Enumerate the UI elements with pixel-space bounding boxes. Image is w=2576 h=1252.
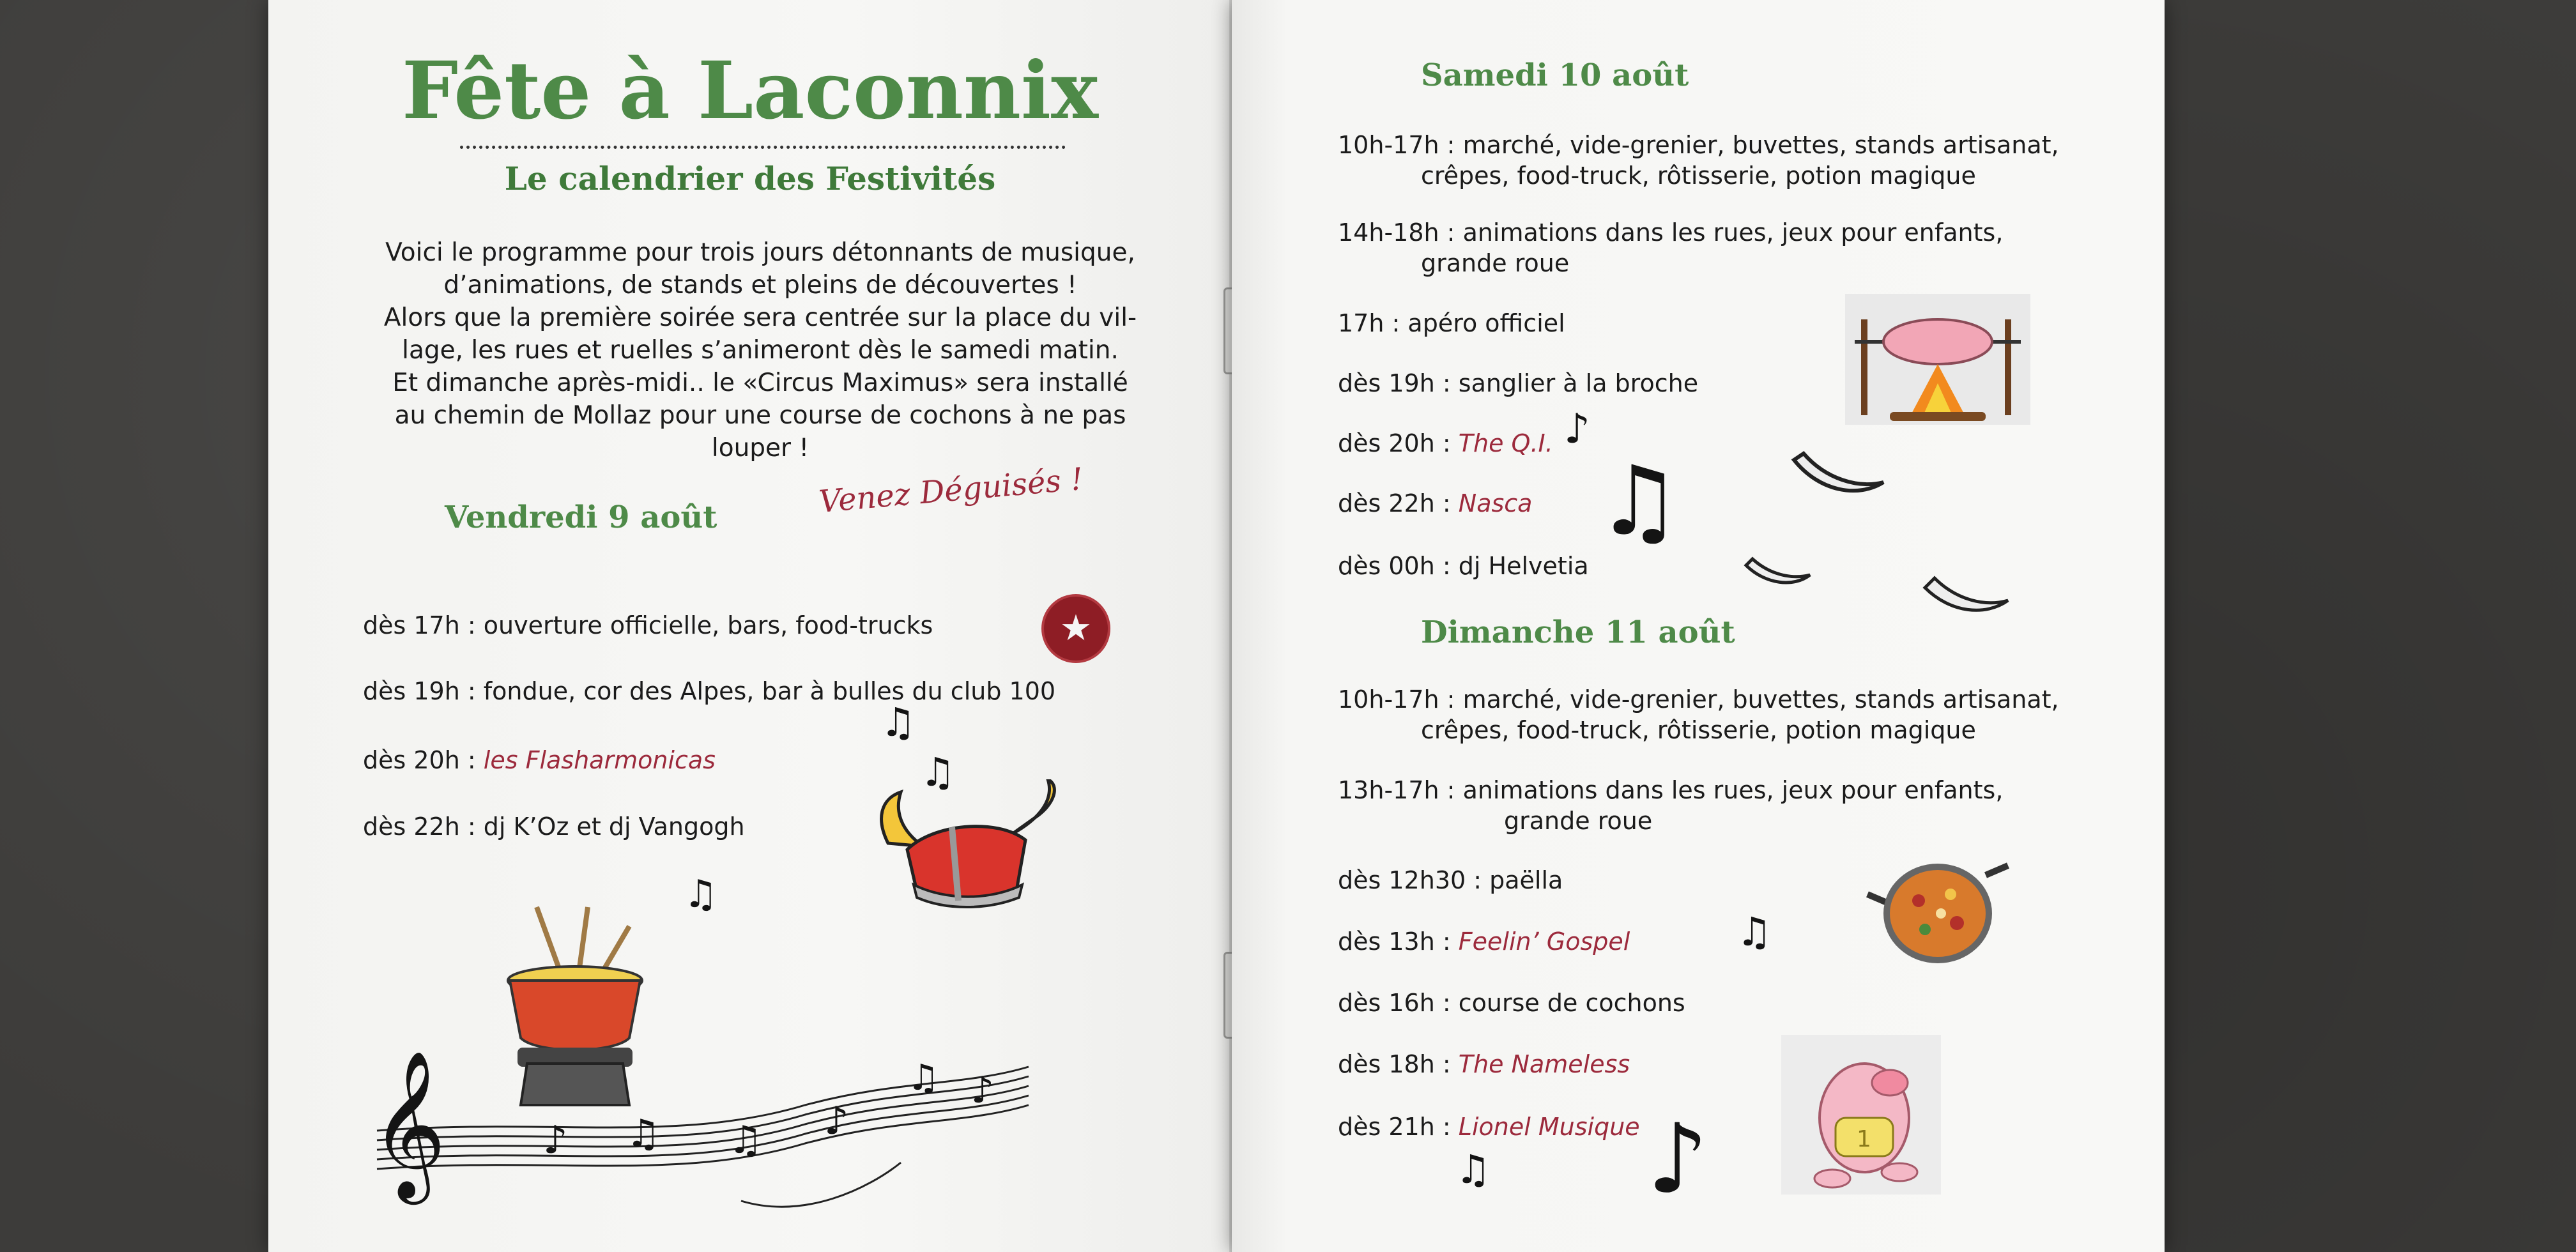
event-time: dès 21h : — [1338, 1113, 1459, 1141]
saturday-event — [1338, 131, 2059, 159]
friday-event — [363, 746, 716, 774]
saturday-event — [1338, 218, 2003, 247]
intro-paragraph — [351, 236, 1169, 464]
event-time: dès 12h30 : — [1338, 866, 1490, 894]
music-note-icon: ♪ — [543, 1118, 568, 1163]
paella-pan-icon — [1864, 856, 2011, 971]
music-note-icon: ♫ — [1596, 446, 1682, 557]
spit-roast-icon — [1845, 294, 2030, 425]
event-time: 13h-17h : — [1338, 776, 1463, 804]
event-text: apéro officiel — [1407, 309, 1565, 337]
intro-line: lage, les rues et ruelles s’animeront dès le samedi matin. — [402, 336, 1119, 365]
drinking-horn-icon — [1788, 447, 1890, 511]
event-text: dj Helvetia — [1458, 552, 1589, 580]
event-time: dès 13h : — [1338, 928, 1459, 956]
intro-line: Alors que la première soirée sera centrée sur la place du vil- — [383, 303, 1137, 332]
event-artist: les Flasharmonicas — [483, 746, 716, 774]
sunday-event — [1338, 928, 1630, 956]
event-text: paëlla — [1489, 866, 1563, 894]
event-artist: Nasca — [1458, 489, 1533, 517]
page-title: Fête à Laconnix — [401, 45, 1099, 137]
treble-clef-icon: 𝄞 — [371, 1050, 447, 1198]
friday-event — [363, 611, 933, 639]
intro-line: louper ! — [711, 434, 809, 462]
music-note-icon: ♫ — [728, 1118, 763, 1163]
music-note-icon: ♪ — [1647, 1104, 1708, 1215]
friday-heading: Vendredi 9 août — [445, 500, 717, 535]
intro-line: Voici le programme pour trois jours détonnants de musique, — [385, 238, 1135, 267]
event-time: 10h-17h : — [1338, 131, 1463, 159]
running-pig-icon — [1781, 1035, 1941, 1195]
music-note-icon: ♫ — [1736, 908, 1772, 955]
event-artist: Lionel Musique — [1458, 1113, 1640, 1141]
saturday-event — [1338, 552, 1589, 580]
event-text: course de cochons — [1458, 989, 1685, 1017]
star-icon: ★ — [1059, 607, 1092, 649]
event-time: dès 20h : — [1338, 429, 1459, 457]
svg-text:1: 1 — [1857, 1126, 1871, 1152]
event-time: dès 22h : — [1338, 489, 1459, 517]
saturday-event — [1338, 429, 1553, 457]
sunday-event — [1338, 866, 1563, 894]
intro-line: Et dimanche après-midi.. le «Circus Maximus» sera installé — [392, 369, 1128, 397]
saturday-heading: Samedi 10 août — [1421, 57, 1689, 93]
event-time: dès 19h : — [1338, 369, 1459, 397]
event-continuation: crêpes, food-truck, rôtisserie, potion magique — [1421, 162, 1976, 190]
event-time: dès 16h : — [1338, 989, 1459, 1017]
event-time: dès 20h : — [363, 746, 484, 774]
saturday-event — [1338, 369, 1698, 397]
event-text: marché, vide-grenier, buvettes, stands artisanat, — [1462, 685, 2059, 714]
music-note-icon: ♫ — [907, 1057, 940, 1099]
sunday-event — [1338, 1050, 1630, 1078]
music-staff-icon — [358, 1048, 1061, 1239]
saturday-event — [1338, 309, 1565, 337]
music-note-icon: ♫ — [920, 749, 956, 795]
event-artist: Feelin’ Gospel — [1458, 928, 1630, 956]
music-note-icon: ♫ — [684, 872, 718, 917]
sunday-event — [1338, 1113, 1640, 1141]
costume-callout: Venez Déguisés ! — [817, 461, 1085, 520]
music-note-icon: ♪ — [1564, 406, 1590, 453]
right-page — [1232, 0, 2165, 1252]
event-time: dès 00h : — [1338, 552, 1459, 580]
event-text: marché, vide-grenier, buvettes, stands artisanat, — [1462, 131, 2059, 159]
event-time: dès 22h : — [363, 813, 484, 841]
event-text: ouverture officielle, bars, food-trucks — [483, 611, 933, 639]
friday-event — [363, 677, 1055, 705]
event-text: fondue, cor des Alpes, bar à bulles du club 100 — [483, 677, 1056, 705]
drinking-horn-icon — [1743, 556, 1813, 594]
event-time: 17h : — [1338, 309, 1408, 337]
event-text: animations dans les rues, jeux pour enfants, — [1462, 218, 2004, 247]
sunday-event — [1338, 776, 2003, 804]
drinking-horn-icon — [1922, 575, 2011, 626]
event-time: dès 18h : — [1338, 1050, 1459, 1078]
dotted-divider — [460, 146, 1066, 149]
event-time: 14h-18h : — [1338, 218, 1463, 247]
music-note-icon: ♫ — [880, 699, 916, 745]
event-time: dès 19h : — [363, 677, 484, 705]
intro-line: au chemin de Mollaz pour une course de cochons à ne pas — [394, 401, 1126, 430]
event-time: dès 17h : — [363, 611, 484, 639]
event-text: sanglier à la broche — [1458, 369, 1699, 397]
friday-event — [363, 813, 745, 841]
event-continuation: grande roue — [1504, 807, 1653, 835]
saturday-event — [1338, 489, 1532, 517]
music-note-icon: ♫ — [1455, 1146, 1491, 1193]
sunday-event — [1338, 989, 1685, 1017]
club-seal-icon — [1041, 594, 1110, 663]
event-artist: The Q.I. — [1458, 429, 1553, 457]
intro-line: d’animations, de stands et pleins de découvertes ! — [443, 271, 1077, 300]
event-continuation: grande roue — [1421, 249, 1570, 277]
event-artist: The Nameless — [1458, 1050, 1630, 1078]
page-subtitle: Le calendrier des Festivités — [504, 160, 996, 197]
music-note-icon: ♪ — [971, 1070, 994, 1111]
viking-helmet-icon — [862, 779, 1073, 945]
music-note-icon: ♪ — [824, 1099, 849, 1143]
left-page — [268, 0, 1232, 1252]
music-note-icon: ♫ — [626, 1111, 661, 1156]
event-text: animations dans les rues, jeux pour enfants, — [1462, 776, 2004, 804]
event-time: 10h-17h : — [1338, 685, 1463, 714]
event-text: dj K’Oz et dj Vangogh — [483, 813, 745, 841]
sunday-event — [1338, 685, 2059, 714]
event-continuation: crêpes, food-truck, rôtisserie, potion magique — [1421, 716, 1976, 744]
sunday-heading: Dimanche 11 août — [1421, 615, 1735, 650]
